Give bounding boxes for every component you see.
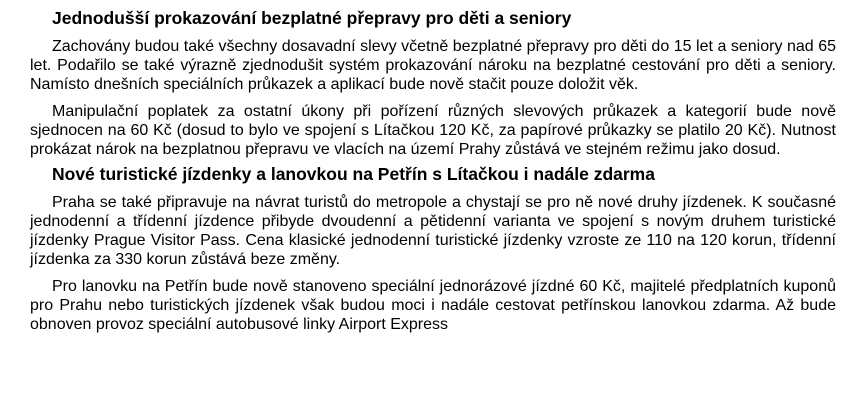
section-heading: Jednodušší prokazování bezplatné přepravy pro děti a seniory (52, 8, 572, 28)
paragraph: Praha se také připravuje na návrat turistů do metropole a chystají se pro ně nové druhy jízdenek. K současné jednodenní a třídenní jízdence přibyde dvoudenní a pětidenní varianta ve spojení s novým druhem turistické jízdenky Prague Visitor Pass. Cena klasické jednodenní turistické jízdenky vzroste ze 110 na 120 korun, třídenní jízdenka za 330 korun zůstává beze změny. (30, 194, 836, 268)
paragraph: Manipulační poplatek za ostatní úkony při pořízení různých slevových průkazek a kategorií bude nově sjednocen na 60 Kč (dosud to bylo ve spojení s Lítačkou 120 Kč, za papírové průkazky se platilo 20 Kč). Nutnost prokázat nárok na bezplatnou přepravu ve vlacích na území Prahy zůstává ve stejném režimu jako dosud. (30, 103, 836, 158)
section-heading: Nové turistické jízdenky a lanovkou na Petřín s Lítačkou i nadále zdarma (52, 164, 655, 184)
paragraph: Pro lanovku na Petřín bude nově stanoveno speciální jednorázové jízdné 60 Kč, majitelé předplatních kuponů pro Prahu nebo turistických jízdenek však budou moci i nadále cestovat petřínskou lanovkou zdarma. Až bude obnoven provoz speciální autobusové linky Airport Express (30, 278, 836, 333)
paragraph: Zachovány budou také všechny dosavadní slevy včetně bezplatné přepravy pro děti do 15 let a seniory nad 65 let. Podařilo se také výrazně zjednodušit systém prokazování nároku na bezplatné cestování pro děti a seniory. Namísto dnešních speciálních průkazek a aplikací bude nově stačit pouze doložit věk. (30, 38, 836, 93)
article-body (30, 0, 836, 334)
